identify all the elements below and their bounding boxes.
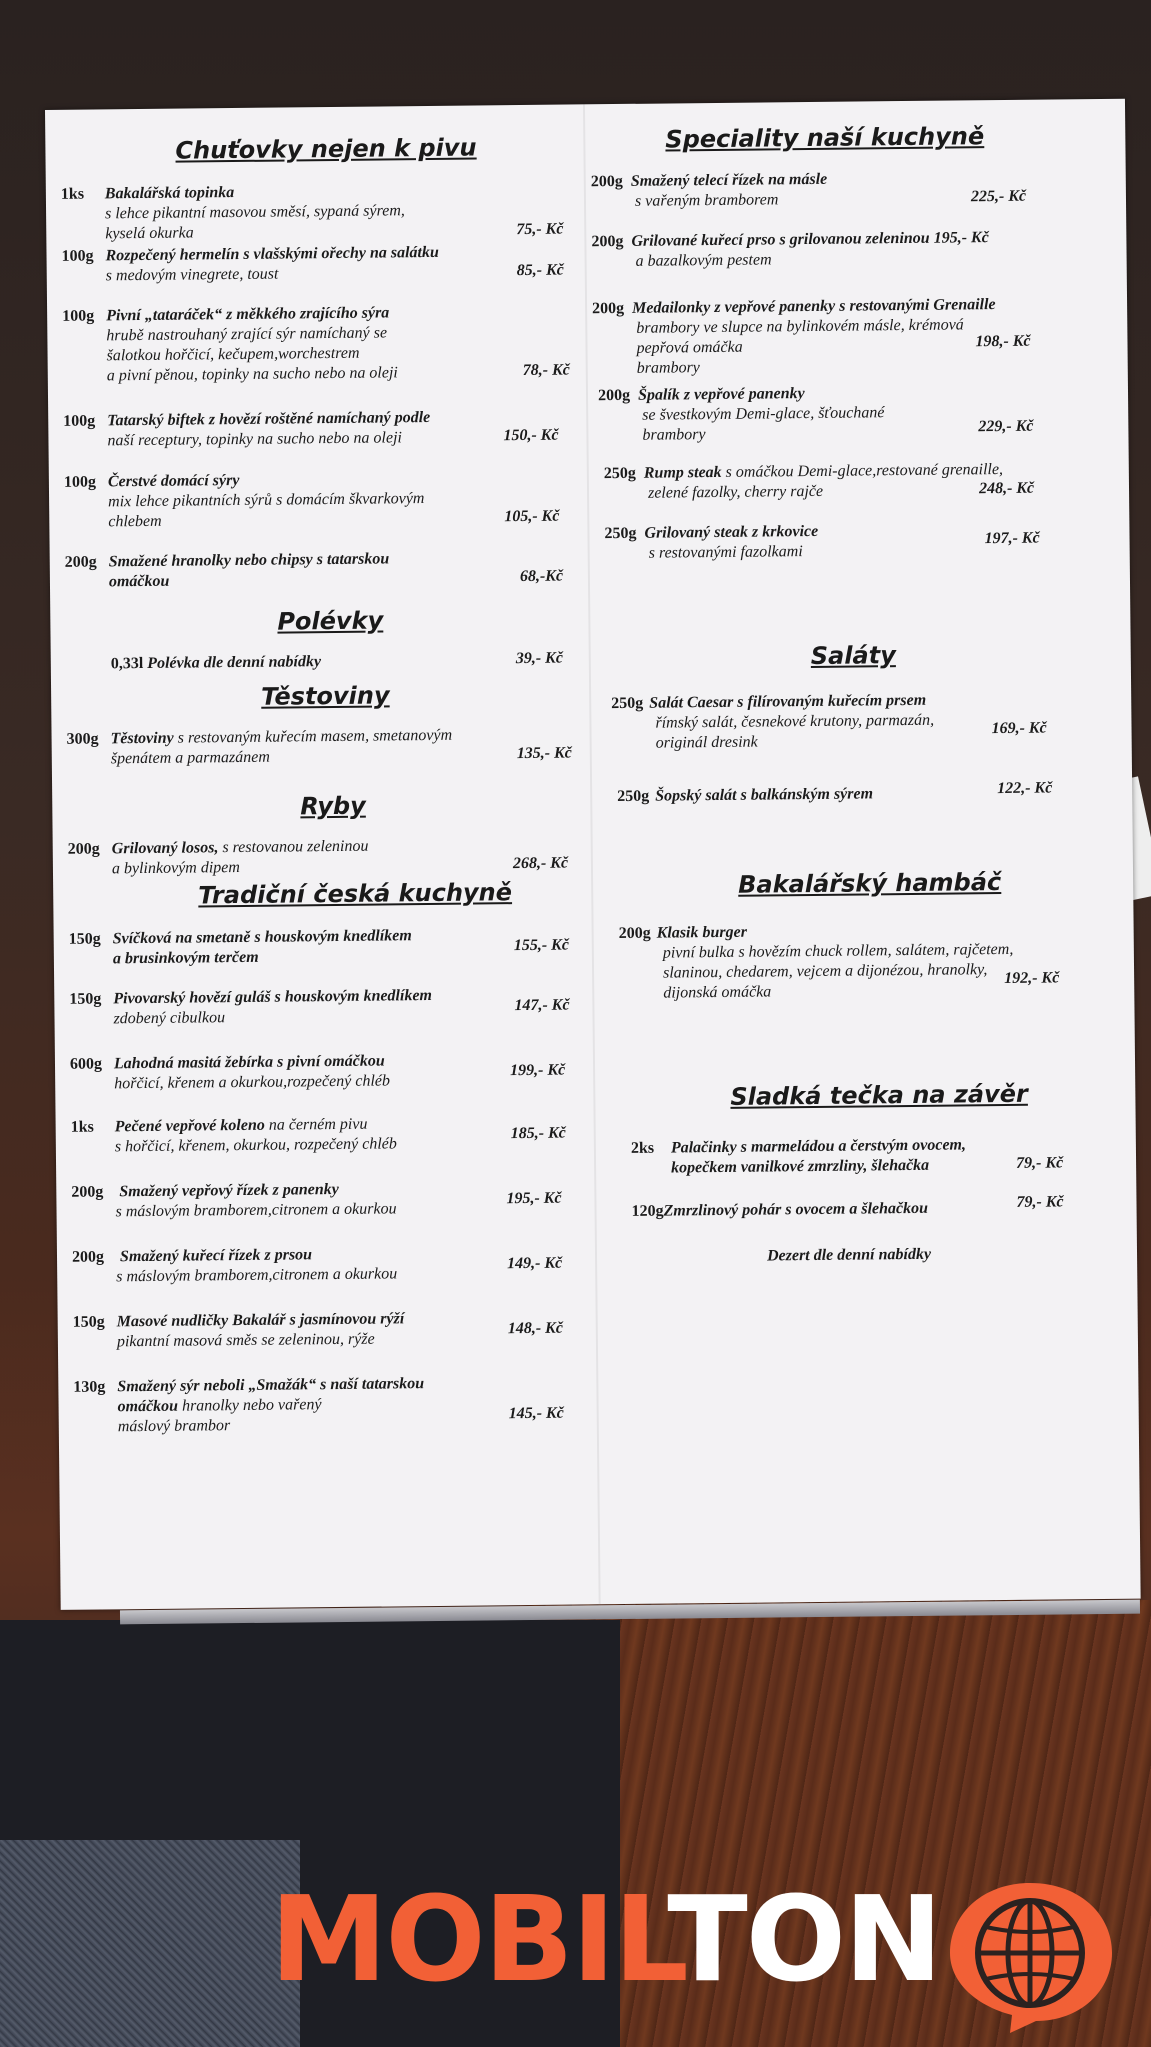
- section-title-specialities: Speciality naší kuchyně: [665, 122, 985, 154]
- menu-item: 130g Smažený sýr neboli „Smažák“ s naší tatarskou omáčkou hranolky nebo vařený máslový brambor: [73, 1375, 425, 1436]
- menu-left-column: [60, 104, 580, 1436]
- watermark-logo: MOBILTON: [270, 1870, 941, 2008]
- menu-item: 120gZmrzlinový pohár s ovocem a šlehačkou: [631, 1199, 929, 1220]
- price: 148,- Kč: [507, 1319, 563, 1338]
- price: 268,- Kč: [512, 854, 569, 873]
- menu-item: 200g Klasik burger pivní bulka s hovězím chuck rollem, salátem, rajčetem, slaninou, chedarem, vejcem a dijonézou, hranolky, dijonská omáčka: [618, 923, 1014, 1002]
- menu-item: 200g Smažené hranolky nebo chipsy s tatarskou omáčkou: [64, 550, 390, 591]
- price: 199,- Kč: [509, 1061, 566, 1080]
- menu-item: 1ks Bakalářská topinka s lehce pikantní masovou směsí, sypaná sýrem, kyselá okurka: [60, 184, 405, 243]
- price: 68,-Kč: [519, 567, 564, 586]
- menu-item: 150g Masové nudličky Bakalář s jasmínovou rýží pikantní masová směs se zeleninou, rýže: [72, 1310, 405, 1351]
- menu-sheet: [45, 99, 1141, 1610]
- section-title-soups: Polévky: [277, 606, 384, 636]
- price: 39,- Kč: [515, 649, 563, 668]
- section-title-snacks: Chuťovky nejen k pivu: [175, 133, 477, 165]
- price: 79,- Kč: [1015, 1154, 1064, 1172]
- section-title-desserts: Sladká tečka na závěr: [730, 1079, 1028, 1111]
- section-title-pasta: Těstoviny: [261, 681, 390, 711]
- menu-item: 200g Smažený kuřecí řízek z prsou s máslovým bramborem,citronem a okurkou: [71, 1246, 398, 1286]
- section-title-czech: Tradiční česká kuchyně: [198, 878, 513, 910]
- menu-item: 150g Pivovarský hovězí guláš s houskovým knedlíkem zdobený cibulkou: [69, 986, 433, 1028]
- globe-logo-icon: [940, 1875, 1120, 2035]
- section-title-fish: Ryby: [300, 791, 366, 821]
- price: 122,- Kč: [997, 779, 1053, 798]
- price: 78,- Kč: [522, 361, 570, 380]
- price: 155,- Kč: [513, 936, 569, 955]
- fabric-corner: [0, 1840, 300, 2047]
- menu-item: 300g Těstoviny s restovaným kuřecím masem, smetanovým špenátem a parmazánem: [66, 726, 453, 768]
- menu-item: 0,33l Polévka dle denní nabídky: [110, 653, 322, 673]
- price: 105,- Kč: [504, 507, 560, 526]
- price: 145,- Kč: [508, 1404, 564, 1423]
- price: 225,- Kč: [970, 187, 1027, 206]
- price: 85,- Kč: [516, 261, 564, 280]
- menu-item: 100g Tatarský biftek z hovězí roštěné namíchaný podle naší receptury, topinky na sucho nebo na oleji: [63, 408, 431, 450]
- dessert-note: Dezert dle denní nabídky: [766, 1245, 932, 1265]
- menu-item: 100g Pivní „tataráček“ z měkkého zrajícího sýra hrubě nastrouhaný zrající sýr namíchaný se šalotkou hořčicí, kečupem,worchestrem a pivní pěnou, topinky na sucho nebo na oleji: [62, 304, 398, 385]
- menu-item: 250g Rump steak s omáčkou Demi-glace,restované grenaille, zelené fazolky, cherry rajče: [603, 460, 1004, 502]
- menu-item: 200g Smažený vepřový řízek z panenky s máslovým bramborem,citronem a okurkou: [71, 1180, 397, 1221]
- price: 149,- Kč: [507, 1254, 563, 1273]
- price: 79,- Kč: [1016, 1193, 1064, 1211]
- menu-item: 250g Grilovaný steak z krkovice s restovanými fazolkami: [604, 522, 819, 562]
- price: 197,- Kč: [984, 529, 1040, 548]
- price: 229,- Kč: [978, 417, 1034, 436]
- menu-item: 150g Svíčková na smetaně s houskovým knedlíkem a brusinkovým terčem: [68, 927, 412, 968]
- menu-right-column: [590, 99, 1110, 1265]
- section-title-salads: Saláty: [810, 641, 896, 671]
- menu-item: 100g Rozpečený hermelín s vlašskými ořechy na salátku s medovým vinegrete, toust: [61, 243, 439, 285]
- price: 248,- Kč: [978, 479, 1035, 498]
- menu-item: 600g Lahodná masitá žebírka s pivní omáčkou hořčicí, křenem a okurkou,rozpečený chléb: [69, 1052, 391, 1093]
- price: 135,- Kč: [516, 744, 572, 763]
- menu-item: 250g Salát Caesar s filírovaným kuřecím prsem římský salát, česnekové krutony, parmazán, originál dresink: [611, 691, 935, 752]
- menu-item: 200g Grilované kuřecí prso s grilovanou zeleninou 195,- Kč a bazalkovým pestem: [591, 229, 989, 270]
- menu-item: 200g Smažený telecí řízek na másle s vařeným bramborem: [590, 170, 828, 210]
- price: 147,- Kč: [514, 996, 570, 1015]
- price: 192,- Kč: [1004, 969, 1060, 988]
- price: 150,- Kč: [503, 426, 559, 445]
- price: 75,- Kč: [516, 220, 564, 239]
- section-title-burger: Bakalářský hambáč: [738, 868, 1002, 899]
- price: 195,- Kč: [506, 1189, 562, 1208]
- menu-item: 100g Čerstvé domácí sýry mix lehce pikantních sýrů s domácím škvarkovým chlebem: [63, 471, 425, 531]
- price: 198,- Kč: [975, 332, 1031, 351]
- price: 169,- Kč: [991, 719, 1047, 738]
- menu-item: 2ks Palačinky s marmeládou a čerstvým ovocem, kopečkem vanilkové zmrzliny, šlehačka: [630, 1136, 967, 1177]
- menu-item: 200g Grilovaný losos, s restovanou zeleninou a bylinkovým dipem: [67, 837, 369, 878]
- price: 185,- Kč: [510, 1124, 566, 1143]
- menu-item: 1ks Pečené vepřové koleno na černém pivu s hořčicí, křenem, okurkou, rozpečený chléb: [70, 1115, 397, 1156]
- menu-item: 200g Medailonky z vepřové panenky s restovanými Grenaille brambory ve slupce na bylinkovém másle, krémová pepřová omáčka brambory: [592, 296, 996, 377]
- menu-item: 200g Špalík z vepřové panenky se švestkovým Demi-glace, šťouchané brambory: [597, 385, 885, 444]
- menu-item: 250g Šopský salát s balkánským sýrem: [617, 785, 874, 806]
